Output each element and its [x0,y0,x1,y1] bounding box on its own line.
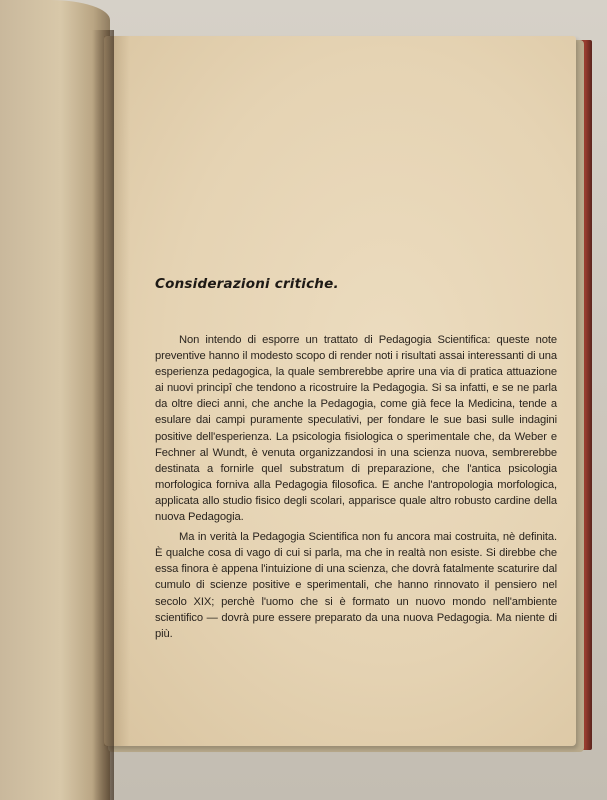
section-heading: Considerazioni critiche. [155,276,339,292]
book-gutter [92,30,114,800]
paragraph: Ma in verità la Pedagogia Scientifica non fu ancora mai costruita, nè definita. È qualche cosa di vago di cui si parla, ma che in realtà non esiste. Si direbbe che essa finora è appena l'intuizione di una scienza, che dovrà fatalmente scaturire dal cumulo di scienze positive e sperimentali, che hanno rinnovato il pensiero nel secolo XIX; perchè l'uomo che si è formato un nuovo mondo nell'ambiente scientifico — dovrà pure essere preparato da una nuova Pedagogia. Ma niente di più. [155,531,557,640]
body-text [155,332,557,646]
paragraph: Non intendo di esporre un trattato di Pedagogia Scientifica: queste note preventive hanno il modesto scopo di render noti i risultati assai interessanti di una esperienza pedagogica, la quale sembrerebbe aprire una via di pratica attuazione ai nuovi principî che tendono a ricostruire la Pedagogia. Si sa infatti, e se ne parla da oltre dieci anni, che anche la Pedagogia, come già fece la Medicina, tende a esulare dai campi puramente speculativi, per fondare le sue basi sulle indagini positive dell'esperienza. La psicologia fisiologica o sperimentale che, da Weber e Fechner al Wundt, è venuta organizzandosi in una scienza nuova, sembrerebbe destinata a fornirle quel substratum di preparazione, che l'antica psicologia morfologica forniva alla Pedagogia filosofica. E anche l'antropologia morfologica, applicata allo studio fisico degli scolari, apparisce quale altro robusto cardine della nuova Pedagogia. [155,334,557,524]
